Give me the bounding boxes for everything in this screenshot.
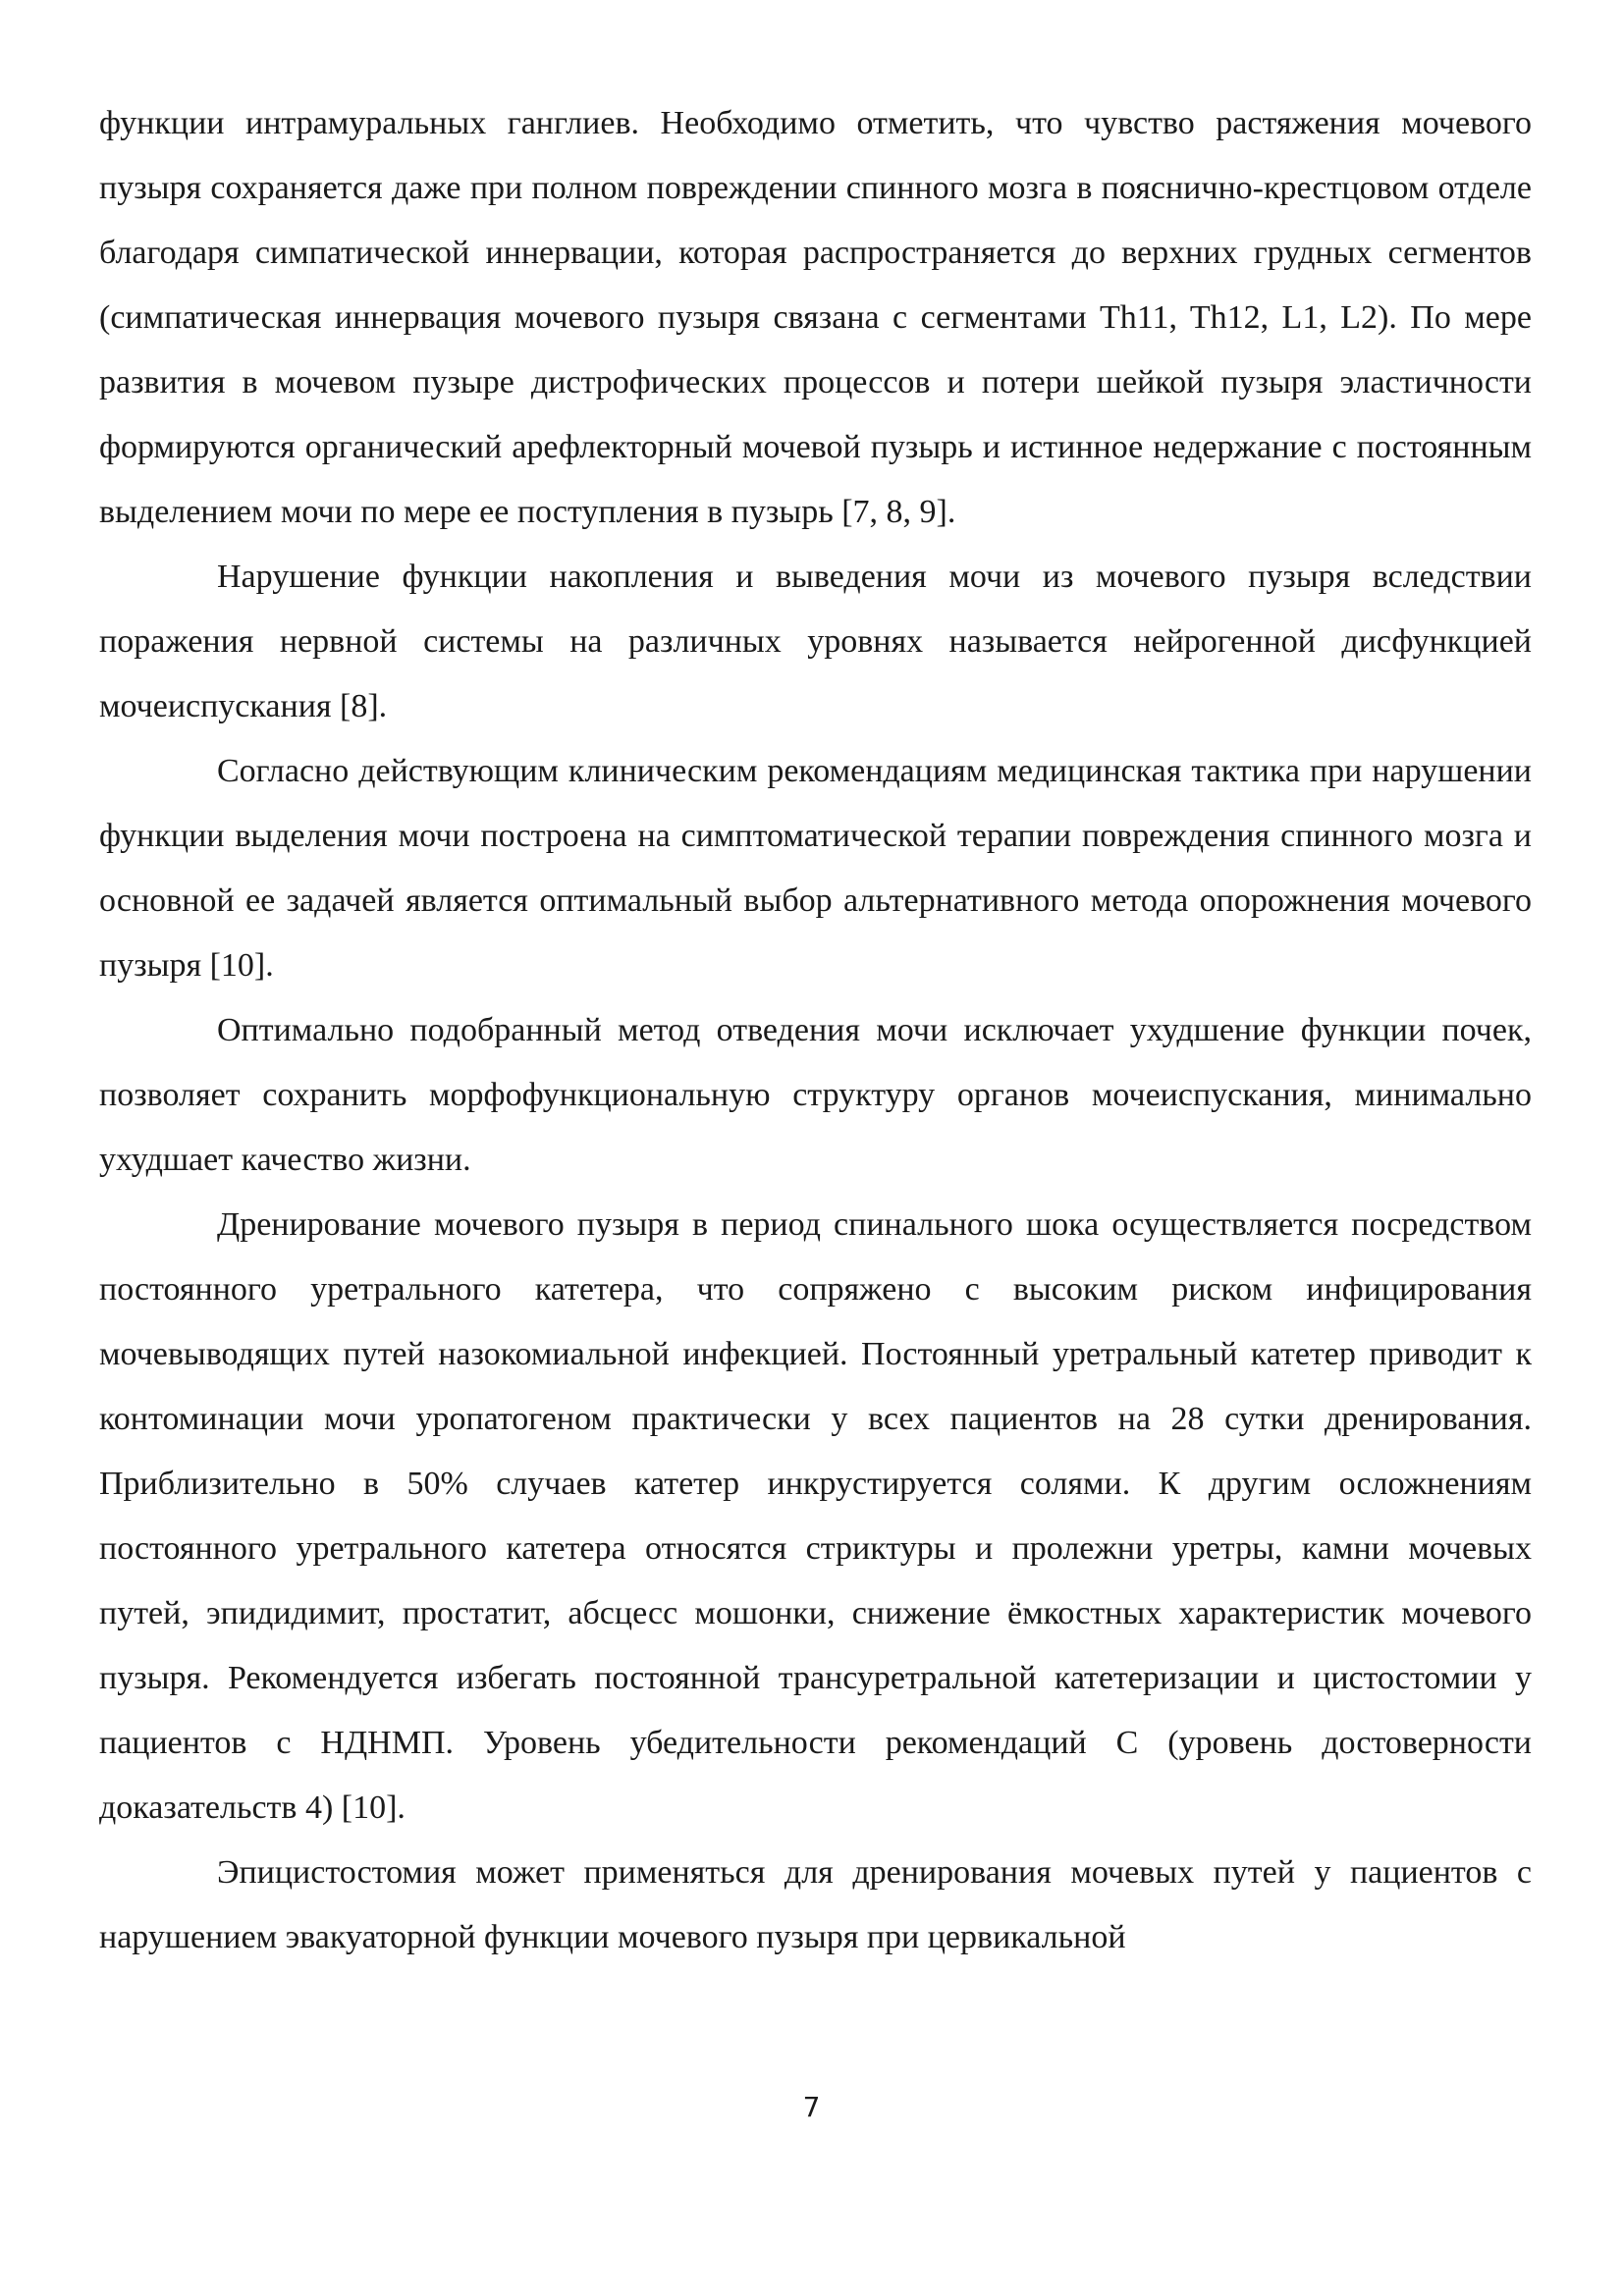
paragraph-3: Согласно действующим клиническим рекомендациям медицинская тактика при нарушении функции выделения мочи построена на симптоматической терапии повреждения спинного мозга и основной ее задачей является оптимальный выбор альтернативного метода опорожнения мочевого пузыря [10]. <box>99 753 1532 984</box>
paragraph-5: Дренирование мочевого пузыря в период спинального шока осуществляется посредством постоянного уретрального катетера, что сопряжено с высоким риском инфицирования мочевыводящих путей назокомиальной инфекцией. Постоянный уретральный катетер приводит к контоминации мочи уропатогеном практически у всех пациентов на 28 сутки дренирования. Приблизительно в 50% случаев катетер инкрустируется солями. К другим осложнениям постоянного уретрального катетера относятся стриктуры и пролежни уретры, камни мочевых путей, эпидидимит, простатит, абсцесс мошонки, снижение ёмкостных характеристик мочевого пузыря. Рекомендуется избегать постоянной трансуретральной катетеризации и цистостомии у пациентов с НДНМП. Уровень убедительности рекомендаций С (уровень достоверности доказательств 4) [10]. <box>99 1206 1532 1826</box>
paragraph-1-continuation: функции интрамуральных ганглиев. Необходимо отметить, что чувство растяжения мочевого пузыря сохраняется даже при полном повреждении спинного мозга в пояснично-крестцовом отделе благодаря симпатической иннервации, которая распространяется до верхних грудных сегментов (симпатическая иннервация мочевого пузыря связана с сегментами Th11, Th12, L1, L2). По мере развития в мочевом пузыре дистрофических процессов и потери шейкой пузыря эластичности формируются органический арефлекторный мочевой пузырь и истинное недержание с постоянным выделением мочи по мере ее поступления в пузырь [7, 8, 9]. <box>99 105 1532 530</box>
paragraph-2: Нарушение функции накопления и выведения мочи из мочевого пузыря вследствии поражения нервной системы на различных уровнях называется нейрогенной дисфункцией мочеиспускания [8]. <box>99 559 1532 724</box>
paragraph-6: Эпицистостомия может применяться для дренирования мочевых путей у пациентов с нарушением эвакуаторной функции мочевого пузыря при цервикальной <box>99 1854 1532 1955</box>
paragraph-4: Оптимально подобранный метод отведения мочи исключает ухудшение функции почек, позволяет сохранить морфофункциональную структуру органов мочеиспускания, минимально ухудшает качество жизни. <box>99 1012 1532 1178</box>
body-text <box>99 91 1532 1970</box>
page-number: 7 <box>802 2091 821 2123</box>
